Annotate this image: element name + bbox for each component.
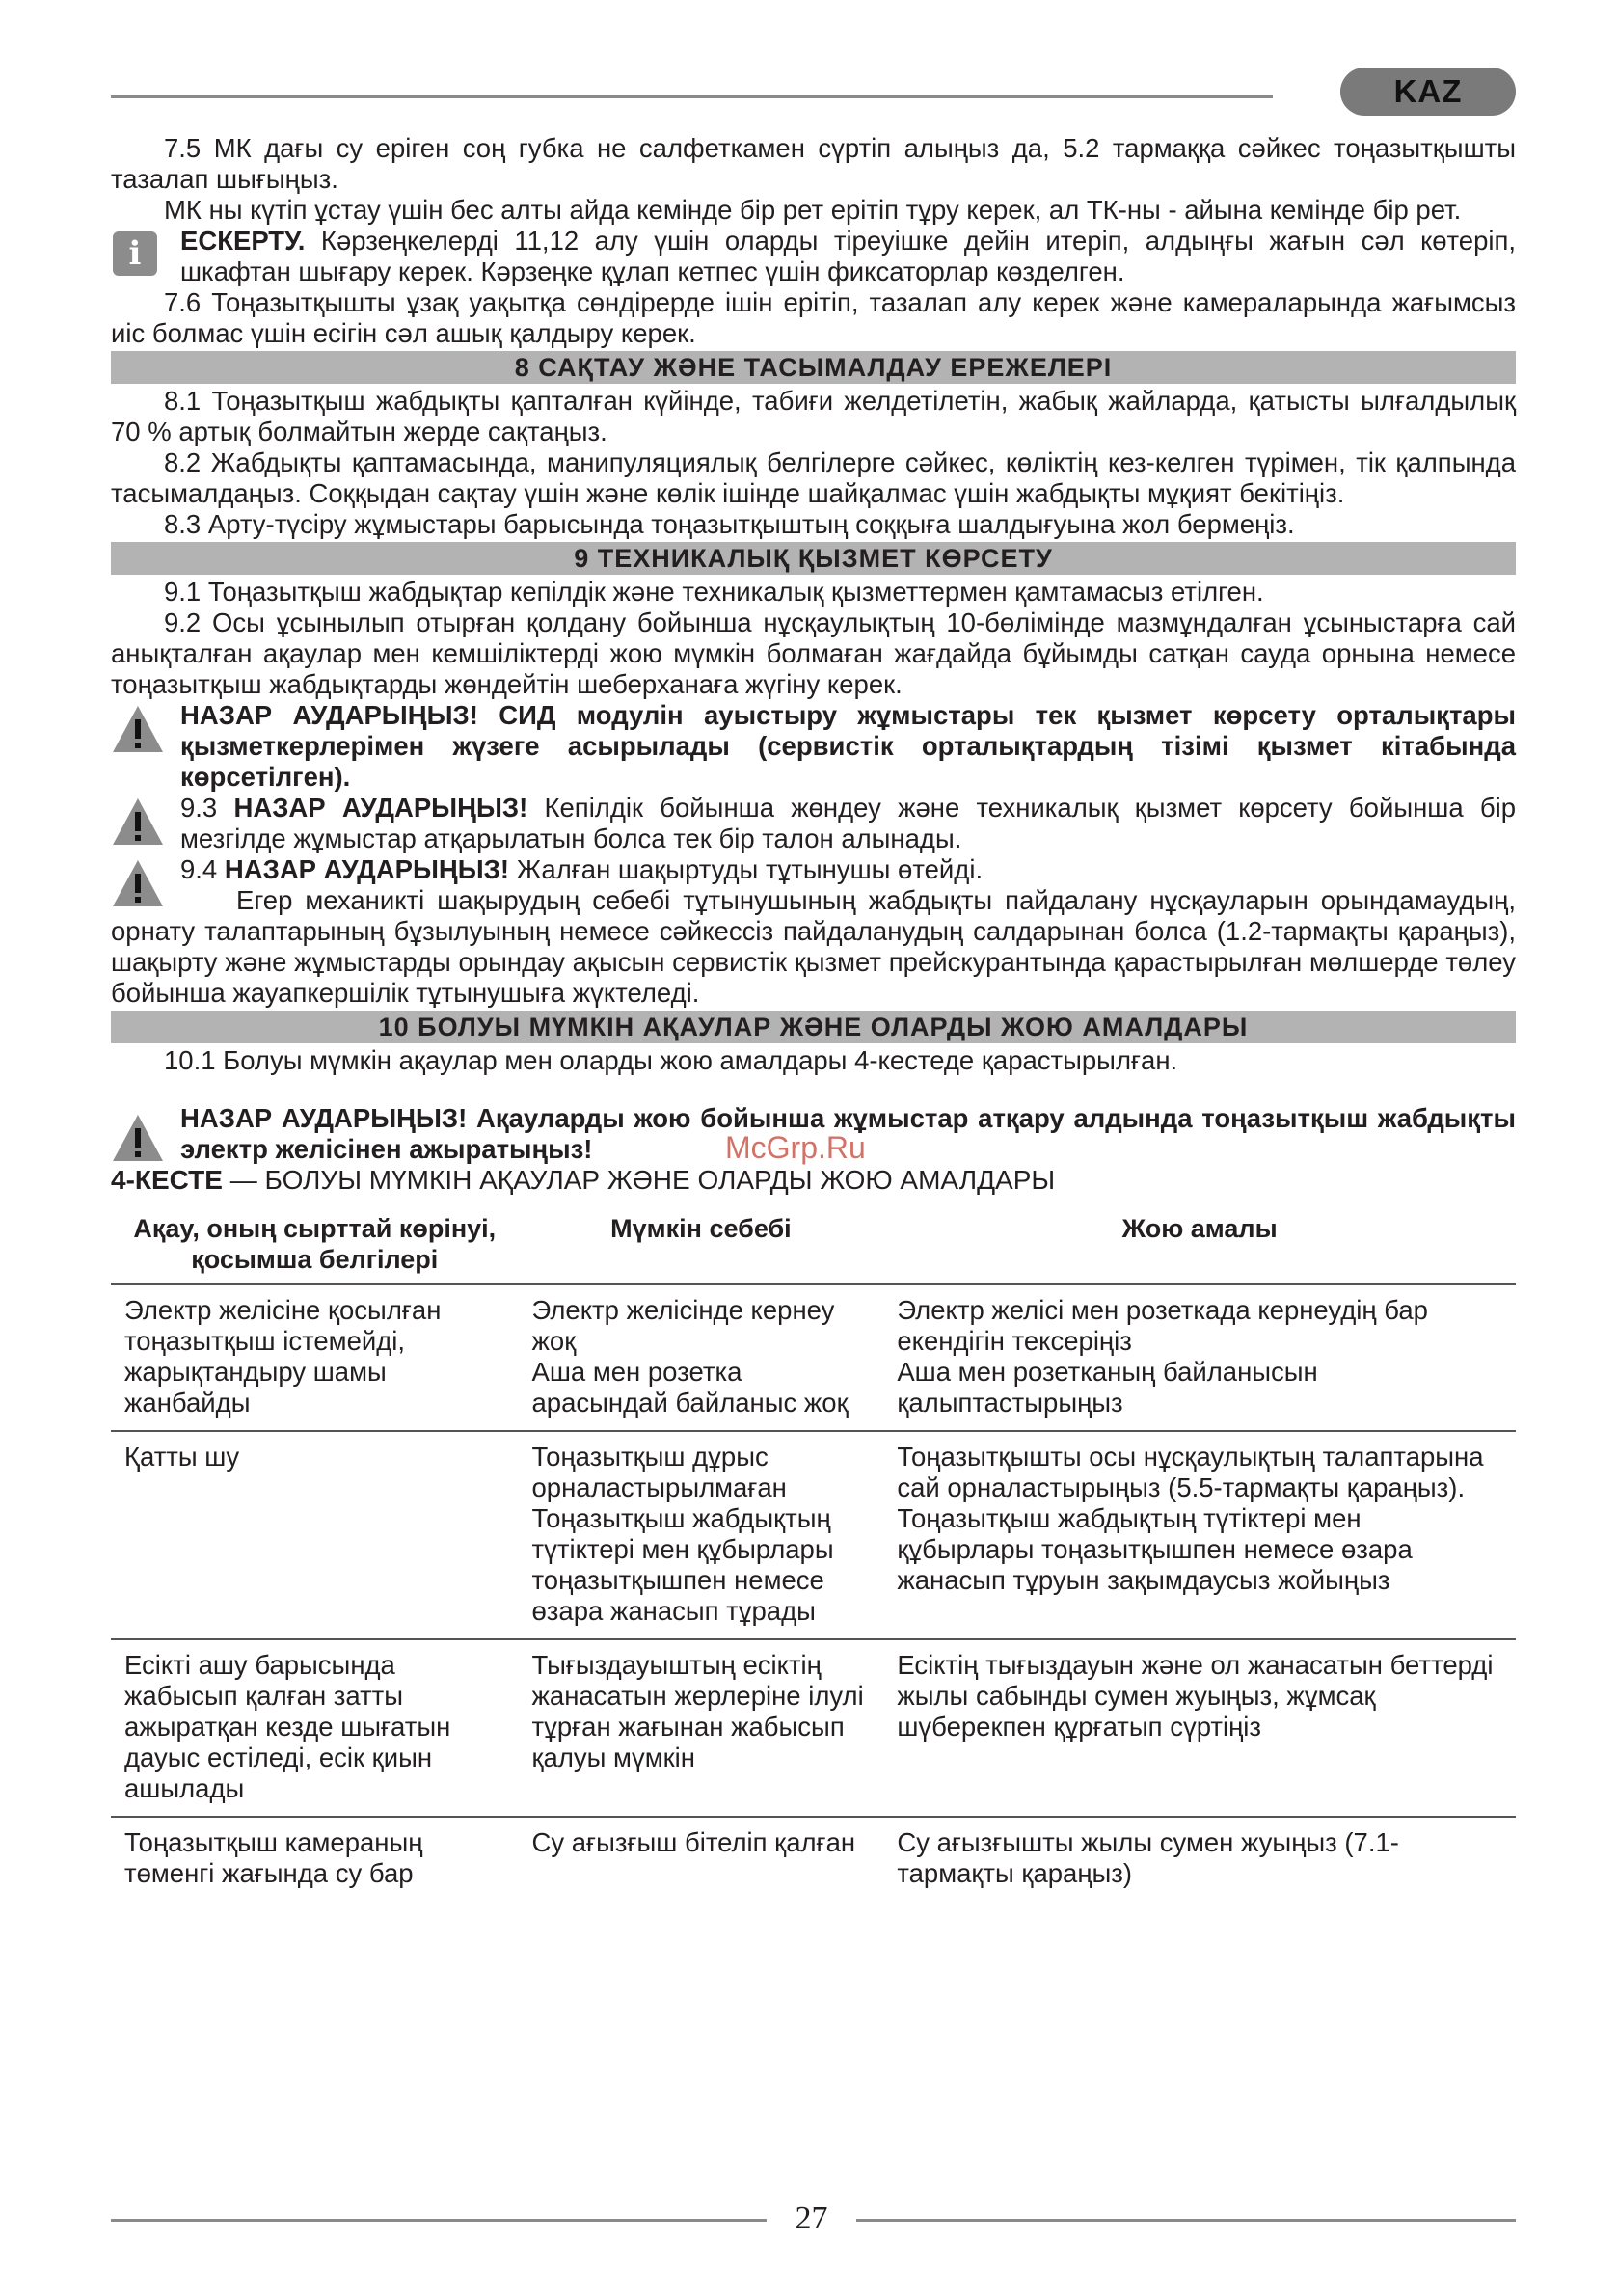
note-text: Кәрзеңкелерді 11,12 алу үшін оларды тіреуішке дейін итеріп, алдыңғы жағын сәл көтеріп, шкафтан шығару керек. Кәрзеңке құлап кетпес үшін фиксаторлар көзделген. bbox=[180, 226, 1516, 286]
section-heading-9: 9 ТЕХНИКАЛЫҚ ҚЫЗМЕТ КӨРСЕТУ bbox=[111, 542, 1516, 575]
section-heading-8: 8 САҚТАУ ЖӘНЕ ТАСЫМАЛДАУ ЕРЕЖЕЛЕРІ bbox=[111, 351, 1516, 384]
table-header-cell: Мүмкін себебі bbox=[519, 1209, 884, 1284]
paragraph-8-2: 8.2 Жабдықты қаптамасында, манипуляциялық белгілерге сәйкес, көліктің кез-келген түрімен, тік қалпында тасымалдаңыз. Соққыдан сақтау үшін және көлік ішінде шайқалмас үшін жабдықты мұқият бекітіңіз. bbox=[111, 447, 1516, 508]
page-number: 27 bbox=[795, 2201, 828, 2236]
table-cell: Су ағызғыш бітеліп қалған bbox=[531, 1827, 856, 1857]
table-cell: Тоңазытқыш дұрыс орналастырылмаған Тоңазытқыш жабдықтың түтіктері мен құбырлары тоңазытқышпен немесе өзара жанасып тұрады bbox=[519, 1431, 884, 1639]
table-row bbox=[111, 1431, 1516, 1639]
warning-text-2: Кепілдік бойынша жөндеу және техникалық қызмет көрсету бойынша бір мезгілде жұмыстар атқарылатын болса тек бір талон алынады. bbox=[180, 793, 1517, 853]
table-cell: Есікті ашу барысында жабысып қалған затты ажыратқан кезде шығатын дауыс естіледі, есік қиын ашылады bbox=[111, 1639, 519, 1817]
warning-text-3: Жалған шақыртуды тұтынушы өтейді. bbox=[509, 854, 984, 884]
table-cell: Электр желісіне қосылған тоңазытқыш істемейді, жарықтандыру шамы жанбайды bbox=[111, 1284, 519, 1432]
warning-icon bbox=[111, 1111, 165, 1165]
warning-num-2: 9.3 bbox=[180, 793, 234, 823]
table-cell: Тоңазытқыш камераның төменгі жағында су бар bbox=[124, 1827, 423, 1888]
paragraph-8-1: 8.1 Тоңазытқыш жабдықты қапталған күйінде, табиғи желдетілетін, жабық жайларда, қатысты ылғалдылық 70 % артық болмайтын жерде сақтаңыз. bbox=[111, 386, 1516, 446]
note-block bbox=[111, 226, 1516, 287]
table-row bbox=[111, 1817, 1516, 1901]
table-title-text: — БОЛУЫ МҮМКІН АҚАУЛАР ЖӘНЕ ОЛАРДЫ ЖОЮ АМАЛДАРЫ bbox=[222, 1165, 1056, 1195]
warning-block-3 bbox=[111, 854, 1516, 885]
table-cell: Су ағызғышты жылы сумен жуыңыз (7.1-тармақты қараңыз) bbox=[897, 1827, 1399, 1888]
header-rule bbox=[111, 95, 1273, 98]
paragraph-7-5-b: МК ны күтіп ұстау үшін бес алты айда кемінде бір рет ерітіп тұру керек, ал ТК-ны - айына кемінде бір рет. bbox=[164, 195, 1462, 225]
paragraph-9-4-b: Егер механикті шақырудың себебі тұтынушының жабдықты пайдалану нұсқауларын орындамаудың, орнату талаптарының бұзылуының немесе сәйкессіз пайдаланудың салдарынан болса (1.2-тармақты қараңыз), шақырту және жұмыстарды орындау ақысын сервистік қызмет прейскурантында қарастырылған мөлшерде төлеу бойынша жауапкершілік тұтынушыға жүктеледі. bbox=[111, 885, 1516, 1008]
table-row bbox=[111, 1284, 1516, 1432]
warning-icon bbox=[111, 795, 165, 849]
troubleshooting-table bbox=[111, 1209, 1516, 1901]
paragraph-10-1: 10.1 Болуы мүмкін ақаулар мен оларды жою амалдары 4-кестеде қарастырылған. bbox=[164, 1045, 1178, 1075]
paragraph-7-5: 7.5 МК дағы су еріген соң губка не салфеткамен сүртіп алыңыз да, 5.2 тармаққа сәйкес тоңазытқышты тазалап шығыңыз. bbox=[111, 133, 1516, 194]
table-row bbox=[111, 1639, 1516, 1817]
paragraph-9-2: 9.2 Осы ұсынылып отырған қолдану бойынша нұсқаулықтың 10-бөлімінде мазмұндалған ұсыныстарға сай анықталған ақаулар мен кемшіліктерді жою мүмкін болмаған жағдайда бұйымды сатқан сауда орнына немесе тоңазытқыш жабдықтарды жөндейтін шеберханаға жүгіну керек. bbox=[111, 608, 1516, 699]
paragraph-7-6: 7.6 Тоңазытқышты ұзақ уақытқа сөндірерде ішін ерітіп, тазалап алу керек және камераларында жағымсыз иіс болмас үшін есігін сәл ашық қалдыру керек. bbox=[111, 287, 1516, 348]
paragraph-9-1: 9.1 Тоңазытқыш жабдықтар кепілдік және техникалық қызметтермен қамтамасыз етілген. bbox=[164, 577, 1264, 607]
table-cell: Тоңазытқышты осы нұсқаулықтың талаптарына сай орналастырыңыз (5.5-тармақты қараңыз). Тоңазытқыш жабдықтың түтіктері мен құбырлары тоңазытқышпен немесе өзара жанасып тұруын зақымдаусыз жойыңыз bbox=[883, 1431, 1516, 1639]
table-cell: Қатты шу bbox=[111, 1431, 519, 1639]
table-cell: Электр желісі мен розеткада кернеудің бар екендігін тексеріңіз Аша мен розетканың байланысын қалыптастырыңыз bbox=[883, 1284, 1516, 1432]
footer-rule-right bbox=[856, 2219, 1516, 2222]
note-label: ЕСКЕРТУ. bbox=[180, 226, 306, 256]
warning-label-3: НАЗАР АУДАРЫҢЫЗ! bbox=[224, 854, 510, 884]
warning-icon bbox=[111, 856, 165, 910]
section-heading-10: 10 БОЛУЫ МҮМКІН АҚАУЛАР ЖӘНЕ ОЛАРДЫ ЖОЮ АМАЛДАРЫ bbox=[111, 1011, 1516, 1043]
footer-rule-left bbox=[111, 2219, 767, 2222]
warning-icon bbox=[111, 702, 165, 756]
table-header-cell: Ақау, оның сырттай көрінуі, қосымша белгілері bbox=[111, 1209, 519, 1284]
warning-text-4: НАЗАР АУДАРЫҢЫЗ! Ақауларды жою бойынша жұмыстар атқару алдында тоңазытқыш жабдықты электр желісінен ажыратыңыз! bbox=[180, 1103, 1516, 1164]
table-header-cell: Жою амалы bbox=[883, 1209, 1516, 1284]
table-title bbox=[111, 1165, 1516, 1196]
warning-block-2 bbox=[111, 793, 1516, 854]
page-content bbox=[111, 133, 1516, 1901]
info-icon: i bbox=[113, 231, 157, 276]
table-title-label: 4-КЕСТЕ bbox=[111, 1165, 223, 1195]
warning-text-1: НАЗАР АУДАРЫҢЫЗ! СИД модулін ауыстыру жұмыстары тек қызмет көрсету орталықтары қызметкерлерімен жүзеге асырылады (сервистік орталықтардың тізімі қызмет кітабында көрсетілген). bbox=[180, 700, 1516, 792]
paragraph-8-3: 8.3 Арту-түсіру жұмыстары барысында тоңазытқыштың соққыға шалдығуына жол бермеңіз. bbox=[164, 509, 1295, 539]
table-cell: Тығыздауыштың есіктің жанасатын жерлеріне ілулі тұрған жағынан жабысып қалуы мүмкін bbox=[519, 1639, 884, 1817]
table-cell: Электр желісінде кернеу жоқ Аша мен розетка арасындай байланыс жоқ bbox=[519, 1284, 884, 1432]
warning-block-4 bbox=[111, 1103, 1516, 1165]
table-cell: Есіктің тығыздауын және ол жанасатын беттерді жылы сабынды сумен жуыңыз, жұмсақ шүберекпен құрғатып сүртіңіз bbox=[883, 1639, 1516, 1817]
watermark-text: McGrp.Ru bbox=[725, 1130, 866, 1165]
table-header-row bbox=[111, 1209, 1516, 1284]
warning-label-2: НАЗАР АУДАРЫҢЫЗ! bbox=[233, 793, 528, 823]
language-badge: KAZ bbox=[1340, 68, 1516, 116]
warning-block-1 bbox=[111, 700, 1516, 793]
warning-num-3: 9.4 bbox=[180, 854, 225, 884]
